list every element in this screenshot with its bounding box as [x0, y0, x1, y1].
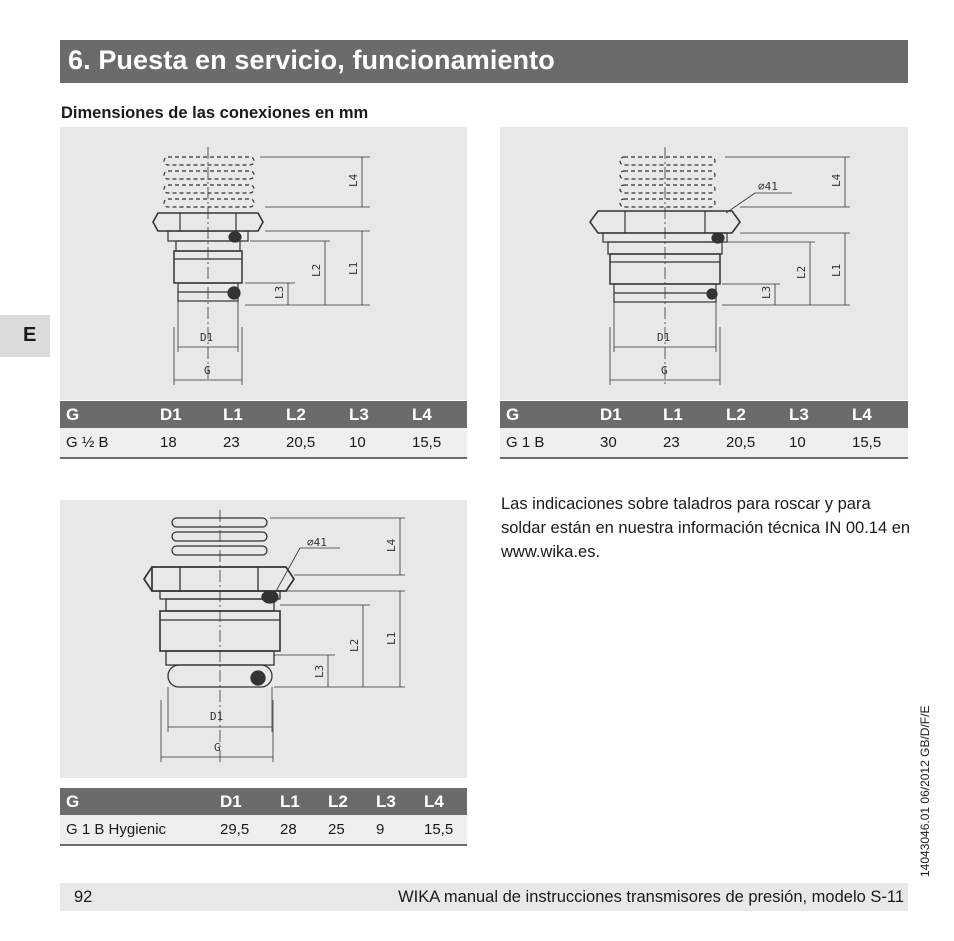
- cell-l3: 9: [370, 815, 418, 845]
- label-d1: D1: [200, 331, 214, 344]
- header-l1: L1: [657, 401, 720, 428]
- cell-l2: 20,5: [720, 428, 783, 458]
- cell-l1: 23: [657, 428, 720, 458]
- tapping-welding-note: Las indicaciones sobre taladros para roscar y para soldar están en nuestra información técnica IN 00.14 en www.wika.es.: [501, 495, 911, 561]
- connection-drawing-3: [60, 500, 467, 778]
- header-g: G: [60, 788, 214, 815]
- label-l2: L2: [348, 638, 361, 652]
- page-number: 92: [74, 888, 93, 906]
- cell-l1: 28: [274, 815, 322, 845]
- cell-g: G 1 B: [500, 428, 594, 458]
- header-l3: L3: [370, 788, 418, 815]
- label-l1: L1: [347, 261, 360, 275]
- cell-l3: 10: [783, 428, 846, 458]
- language-tab: [0, 315, 50, 357]
- section-title: 6. Puesta en servicio, funcionamiento: [68, 45, 555, 75]
- header-l3: L3: [343, 401, 406, 428]
- label-l2: L2: [310, 263, 323, 277]
- drawing-g-1-b-hygienic: [60, 500, 467, 778]
- label-g: G: [214, 741, 221, 754]
- header-d1: D1: [154, 401, 217, 428]
- label-l4: L4: [830, 173, 843, 187]
- cell-l4: 15,5: [406, 428, 467, 458]
- manual-title: WIKA manual de instrucciones transmisores de presión, modelo S-11: [398, 888, 904, 906]
- label-l4: L4: [385, 538, 398, 552]
- connection-drawing-1: [60, 127, 467, 400]
- header-d1: D1: [594, 401, 657, 428]
- header-l2: L2: [322, 788, 370, 815]
- document-code: 14043046.01 06/2012 GB/D/F/E: [918, 705, 932, 877]
- cell-g: G 1 B Hygienic: [60, 815, 214, 845]
- label-wrench-size: ⌀41: [758, 180, 778, 193]
- cell-d1: 30: [594, 428, 657, 458]
- table-header-row: [500, 401, 908, 428]
- table-row: [60, 815, 467, 845]
- header-l2: L2: [280, 401, 343, 428]
- cell-l2: 20,5: [280, 428, 343, 458]
- language-tab-letter: E: [23, 324, 37, 346]
- drawing-g-1-b: [500, 127, 908, 400]
- cell-l2: 25: [322, 815, 370, 845]
- label-l3: L3: [273, 285, 286, 299]
- label-l3: L3: [760, 285, 773, 299]
- connection-drawing-2: [500, 127, 908, 400]
- table-row: [60, 428, 467, 458]
- cell-d1: 18: [154, 428, 217, 458]
- label-l2: L2: [795, 265, 808, 279]
- header-d1: D1: [214, 788, 274, 815]
- dimensions-table-g-1-b-hygienic: [60, 788, 467, 846]
- header-l1: L1: [217, 401, 280, 428]
- label-d1: D1: [657, 331, 671, 344]
- table-header-row: [60, 401, 467, 428]
- cell-l4: 15,5: [418, 815, 467, 845]
- header-l3: L3: [783, 401, 846, 428]
- table-row: [500, 428, 908, 458]
- label-g: G: [204, 364, 211, 377]
- cell-l3: 10: [343, 428, 406, 458]
- header-l1: L1: [274, 788, 322, 815]
- cell-d1: 29,5: [214, 815, 274, 845]
- label-l3: L3: [313, 664, 326, 678]
- label-d1: D1: [210, 710, 224, 723]
- section-title-bar: [60, 40, 908, 83]
- drawing-g-half-b: [60, 127, 467, 400]
- header-l2: L2: [720, 401, 783, 428]
- cell-l4: 15,5: [846, 428, 908, 458]
- header-g: G: [500, 401, 594, 428]
- header-l4: L4: [406, 401, 467, 428]
- cell-l1: 23: [217, 428, 280, 458]
- header-l4: L4: [846, 401, 908, 428]
- page-footer: [60, 883, 908, 911]
- label-l4: L4: [347, 173, 360, 187]
- label-l1: L1: [385, 631, 398, 645]
- label-l1: L1: [830, 263, 843, 277]
- header-g: G: [60, 401, 154, 428]
- dimensions-subtitle: Dimensiones de las conexiones en mm: [61, 104, 369, 122]
- label-wrench-size: ⌀41: [307, 536, 327, 549]
- dimensions-table-g-1-b: [500, 401, 908, 459]
- dimensions-table-g-half-b: [60, 401, 467, 459]
- label-g: G: [661, 364, 668, 377]
- cell-g: G ½ B: [60, 428, 154, 458]
- header-l4: L4: [418, 788, 467, 815]
- table-header-row: [60, 788, 467, 815]
